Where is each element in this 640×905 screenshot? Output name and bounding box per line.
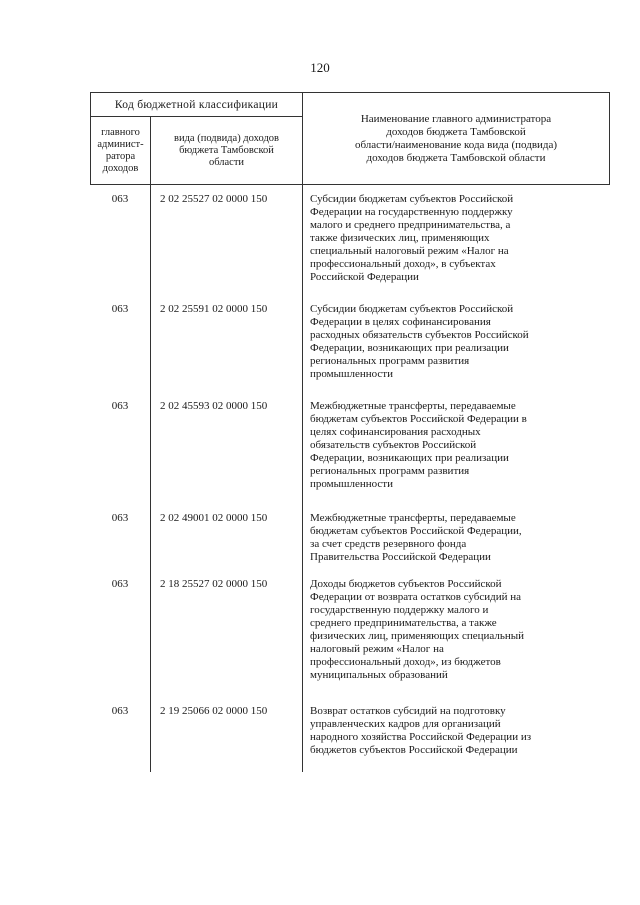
- table-row: [90, 512, 610, 578]
- revenue-code-cell: 2 02 45593 02 0000 150: [160, 400, 268, 412]
- table-row: [90, 400, 610, 512]
- admin-code-cell: 063: [111, 512, 129, 524]
- table-header: [90, 92, 610, 185]
- revenue-code-cell: 2 18 25527 02 0000 150: [160, 578, 268, 590]
- admin-code-cell: 063: [111, 303, 129, 315]
- table-row: [90, 303, 610, 400]
- revenue-name-cell: Межбюджетные трансферты, передаваемые бюджетам субъектов Российской Федерации в целях софинансирования расходных обязательств субъектов Российской Федерации, возникающих при реализации региональных программ развития промышленности: [310, 400, 527, 490]
- revenue-name-cell: Субсидии бюджетам субъектов Российской Федерации в целях софинансирования расходных обязательств субъектов Российской Федерации, возникающих при реализации региональных программ развития промышленности: [310, 303, 529, 380]
- admin-code-cell: 063: [111, 400, 129, 412]
- header-code-title: Код бюджетной классификации: [91, 93, 303, 117]
- table-row: [90, 193, 610, 303]
- revenue-code-cell: 2 02 25527 02 0000 150: [160, 193, 268, 205]
- budget-classification-table: [90, 92, 610, 772]
- header-name-column: Наименование главного администратора доходов бюджета Тамбовской области/наименование кода вида (подвида) доходов бюджета Тамбовской области: [354, 113, 558, 164]
- table-row: [90, 578, 610, 705]
- page-number: 120: [310, 60, 330, 75]
- revenue-name-cell: Субсидии бюджетам субъектов Российской Федерации на государственную поддержку малого и среднего предпринимательства, а также физических лиц, применяющих специальный налоговый режим «Налог на профессиональный доход», в субъектах Российской Федерации: [310, 193, 514, 283]
- revenue-name-cell: Возврат остатков субсидий на подготовку управленческих кадров для организаций народного хозяйства Российской Федерации из бюджетов субъектов Российской Федерации: [310, 705, 532, 756]
- table-row: [90, 705, 610, 765]
- revenue-code-cell: 2 02 49001 02 0000 150: [160, 512, 268, 524]
- header-admin-column: главного админист- ратора доходов: [91, 117, 151, 185]
- revenue-name-cell: Доходы бюджетов субъектов Российской Федерации от возврата остатков субсидий на государственную поддержку малого и среднего предпринимательства, а также физических лиц, применяющих специальный налоговый режим «Налог на профессиональный доход», из бюджетов муниципальных образований: [310, 578, 525, 681]
- header-kind-column: вида (подвида) доходов бюджета Тамбовской области: [151, 117, 303, 185]
- admin-code-cell: 063: [111, 193, 129, 205]
- admin-code-cell: 063: [111, 705, 129, 717]
- revenue-name-cell: Межбюджетные трансферты, передаваемые бюджетам субъектов Российской Федерации, за счет средств резервного фонда Правительства Российской Федерации: [310, 512, 522, 563]
- admin-code-cell: 063: [111, 578, 129, 590]
- table-body: [90, 193, 610, 765]
- revenue-code-cell: 2 19 25066 02 0000 150: [160, 705, 268, 717]
- revenue-code-cell: 2 02 25591 02 0000 150: [160, 303, 268, 315]
